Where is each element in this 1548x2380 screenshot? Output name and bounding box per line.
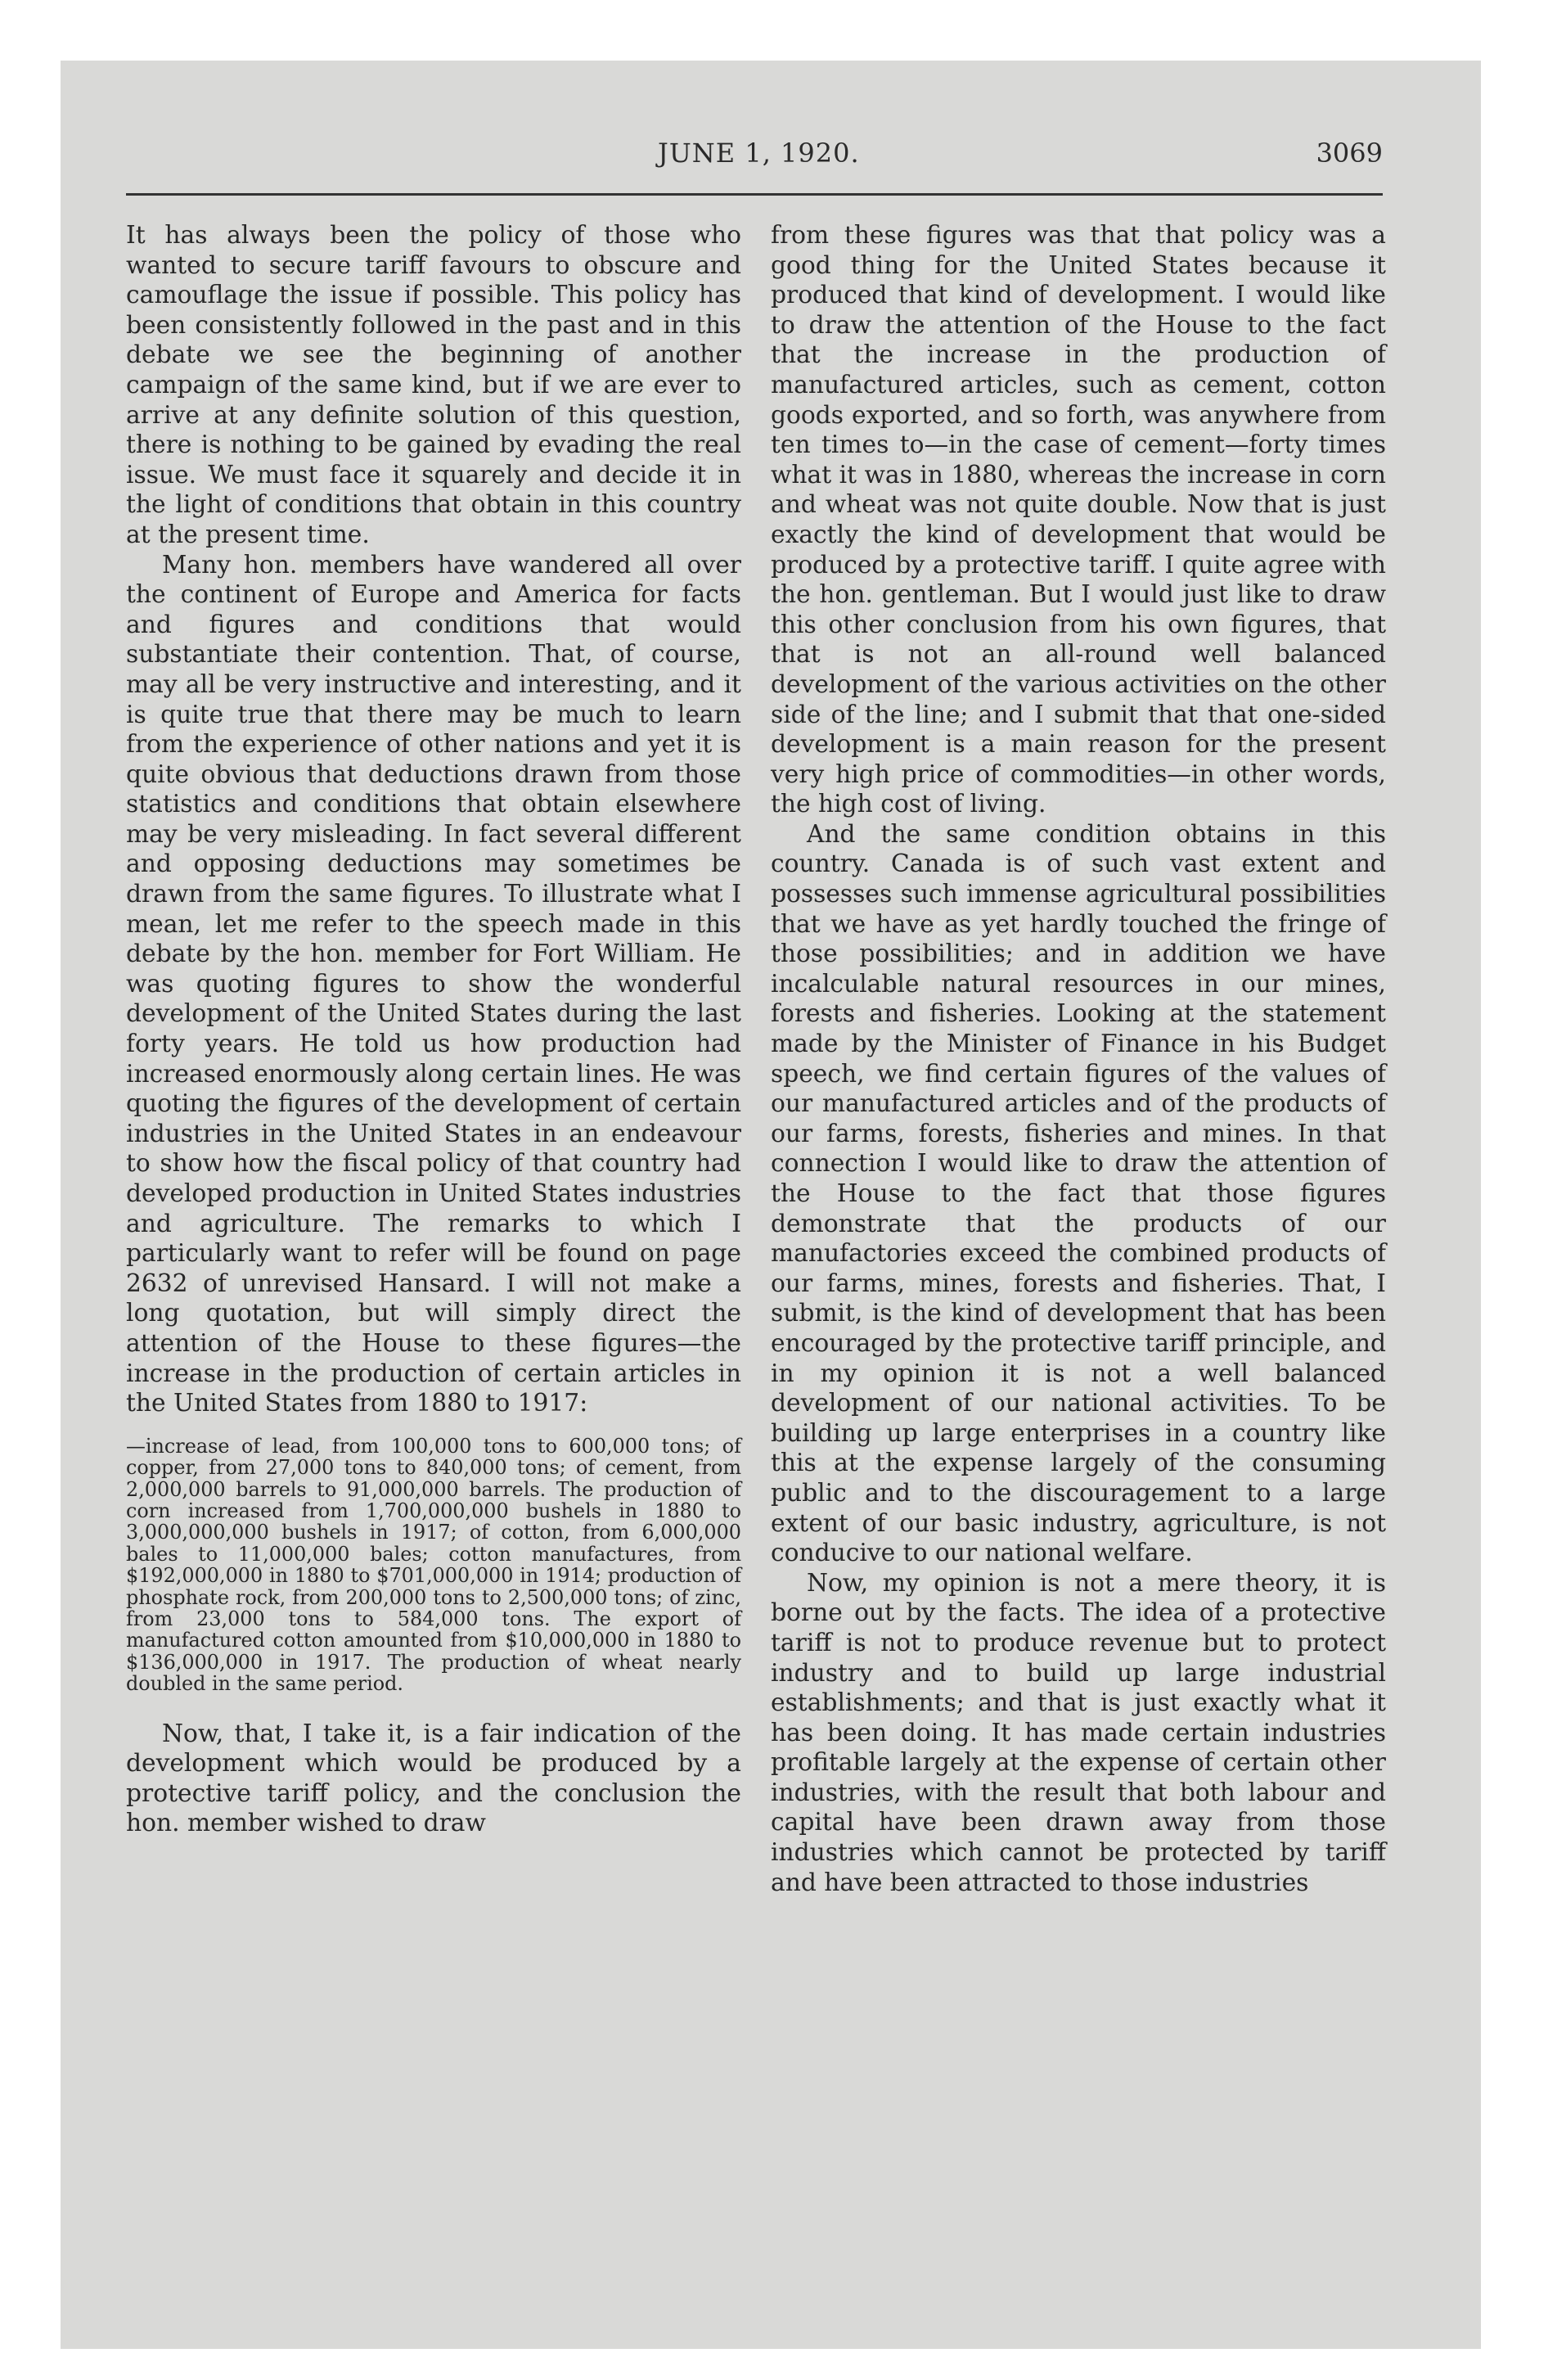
paragraph: Now, that, I take it, is a fair indication of the development which would be produced by a protective tariff policy, and the conclusion the hon. member wished to draw (126, 1719, 741, 1838)
page-number: 3069 (1316, 137, 1383, 169)
header-rule (126, 193, 1383, 196)
quoted-figures: —increase of lead, from 100,000 tons to 600,000 tons; of copper, from 27,000 tons to 840,000 tons; of cement, from 2,000,000 barrels to 91,000,000 barrels. The production of corn increased from 1,700,000,000 bushels in 1880 to 3,000,000,000 bushels in 1917; of cotton, from 6,000,000 bales to 11,000,000 bales; cotton manufactures, from $192,000,000 in 1880 to $701,000,000 in 1914; production of phosphate rock, from 200,000 tons to 2,500,000 tons; of zinc, from 23,000 tons to 584,000 tons. The export of manufactured cotton amounted from $10,000,000 in 1880 to $136,000,000 in 1917. The production of wheat nearly doubled in the same period. (126, 1434, 741, 1696)
paragraph: from these figures was that that policy was a good thing for the United States because it produced that kind of development. I would like to draw the attention of the House to the fact that the increase in the production of manufactured articles, such as cement, cotton goods exported, and so forth, was anywhere from ten times to—in the case of cement—forty times what it was in 1880, whereas the increase in corn and wheat was not quite double. Now that is just exactly the kind of development that would be produced by a protective tariff. I quite agree with the hon. gentleman. But I would just like to draw this other conclusion from his own figures, that that is not an all-round well balanced development of the various activities on the other side of the line; and I submit that that one-sided development is a main reason for the present very high price of commodities—in other words, the high cost of living. (771, 221, 1386, 819)
paragraph: It has always been the policy of those who wanted to secure tariff favours to obscure and camouflage the issue if possible. This policy has been consistently followed in the past and in this debate we see the beginning of another campaign of the same kind, but if we are ever to arrive at any definite solution of this question, there is nothing to be gained by evading the real issue. We must face it squarely and decide it in the light of conditions that obtain in this country at the present time. (126, 221, 741, 549)
page-header (126, 137, 1383, 183)
paragraph: Many hon. members have wandered all over the continent of Europe and America for facts and figures and conditions that would substantiate their contention. That, of course, may all be very instructive and interesting, and it is quite true that there may be much to learn from the experience of other nations and yet it is quite obvious that deductions drawn from those statistics and conditions that obtain elsewhere may be very misleading. In fact several different and opposing deductions may sometimes be drawn from the same figures. To illustrate what I mean, let me refer to the speech made in this debate by the hon. member for Fort William. He was quoting figures to show the wonderful development of the United States during the last forty years. He told us how production had increased enormously along certain lines. He was quoting the figures of the development of certain industries in the United States in an endeavour to show how the fiscal policy of that country had developed production in United States industries and agriculture. The remarks to which I particularly want to refer will be found on page 2632 of unrevised Hansard. I will not make a long quotation, but will simply direct the attention of the House to these figures—the increase in the production of certain articles in the United States from 1880 to 1917: (126, 550, 741, 1418)
page-date: JUNE 1, 1920. (658, 137, 860, 169)
paragraph: Now, my opinion is not a mere theory, it is borne out by the facts. The idea of a protective tariff is not to produce revenue but to protect industry and to build up large industrial establishments; and that is just exactly what it has been doing. It has made certain industries profitable largely at the expense of certain other industries, with the result that both labour and capital have been drawn away from those industries which cannot be protected by tariff and have been attracted to those industries (771, 1568, 1386, 1897)
left-column (126, 221, 741, 1839)
paragraph: And the same condition obtains in this country. Canada is of such vast extent and possesses such immense agricultural possibilities that we have as yet hardly touched the fringe of those possibilities; and in addition we have incalculable natural resources in our mines, forests and fisheries. Looking at the statement made by the Minister of Finance in his Budget speech, we find certain figures of the values of our manufactured articles and of the products of our farms, forests, fisheries and mines. In that connection I would like to draw the attention of the House to the fact that those figures demonstrate that the products of our manufactories exceed the combined products of our farms, mines, forests and fisheries. That, I submit, is the kind of development that has been encouraged by the protective tariff principle, and in my opinion it is not a well balanced development of our national activities. To be building up large enterprises in a country like this at the expense largely of the consuming public and to the discouragement to a large extent of our basic industry, agriculture, is not conducive to our national welfare. (771, 819, 1386, 1568)
right-column (771, 221, 1386, 1898)
